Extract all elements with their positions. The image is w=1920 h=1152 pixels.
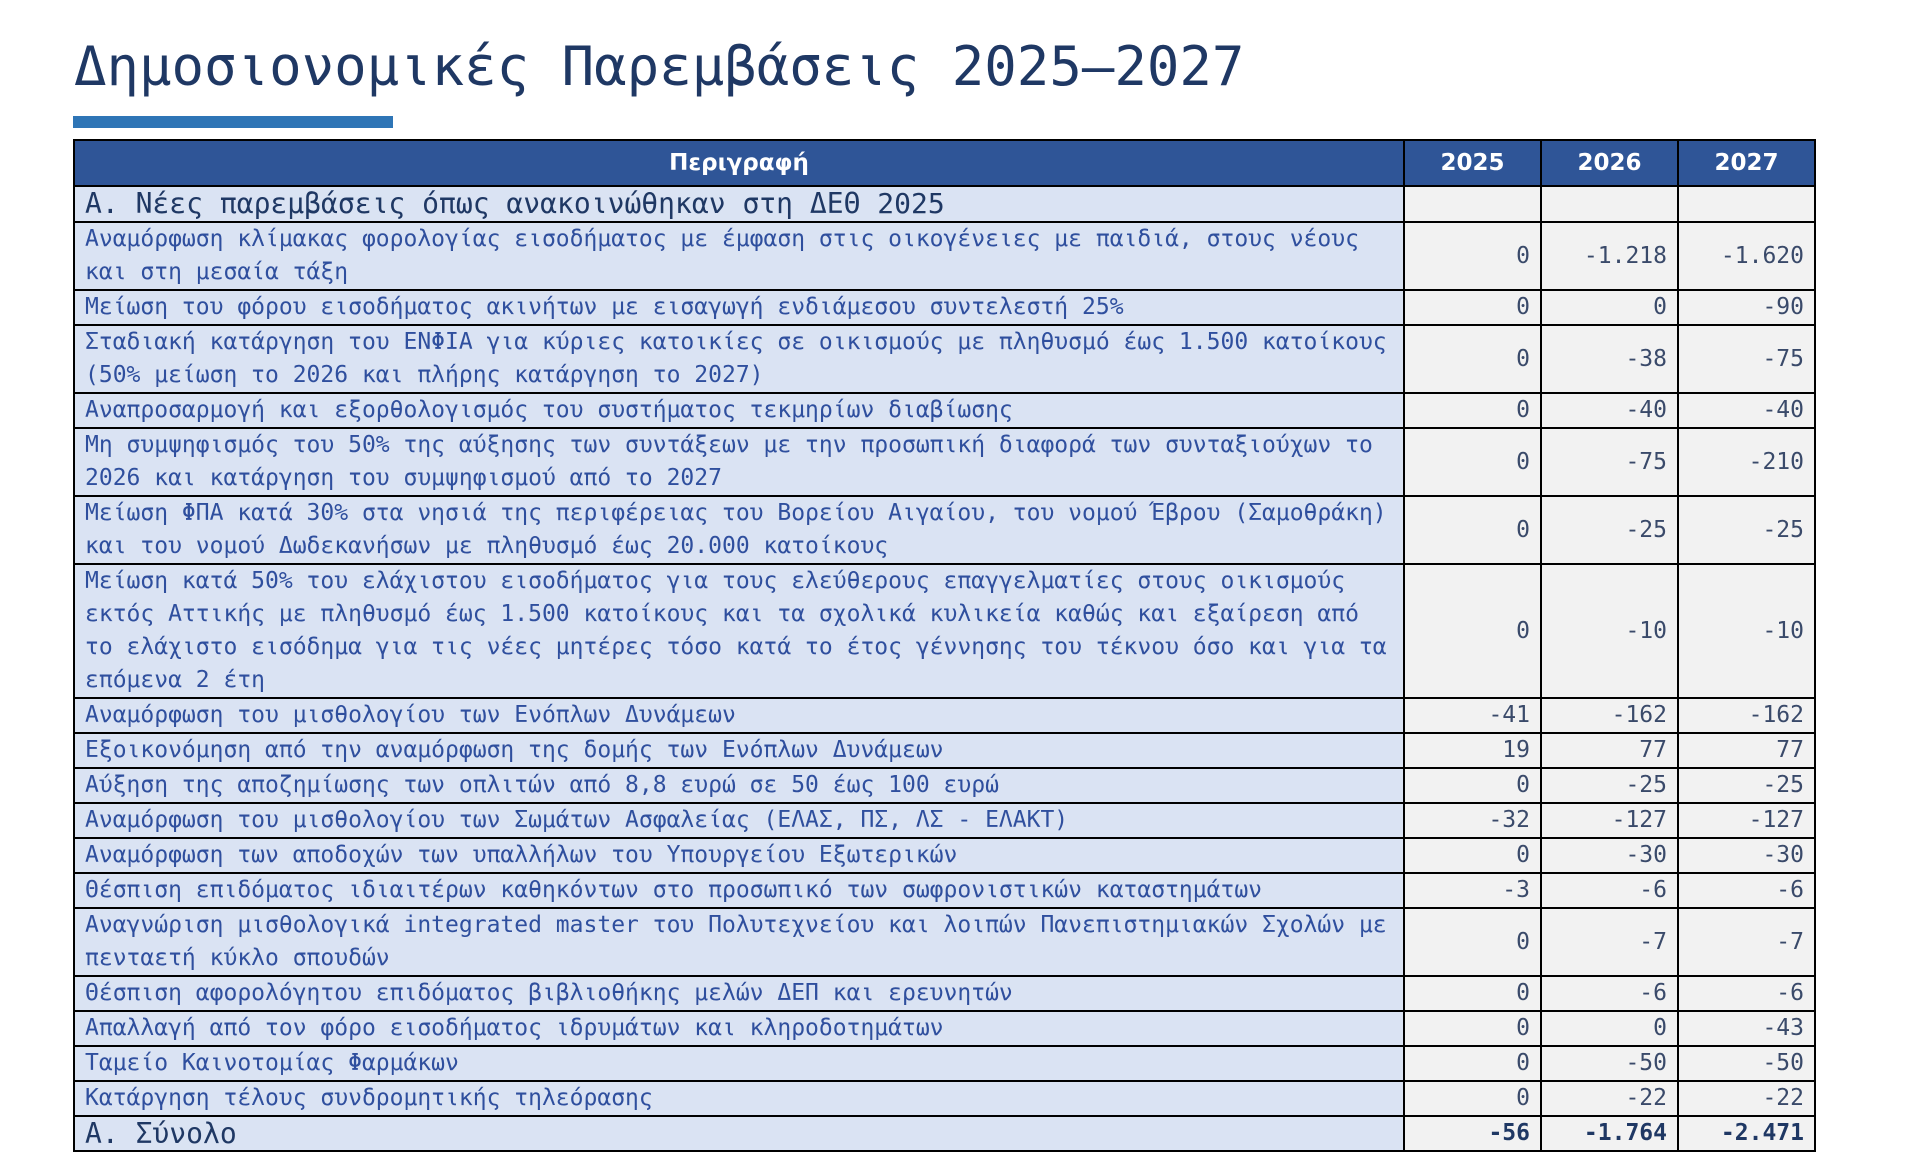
section-a-empty-2027 bbox=[1678, 186, 1815, 222]
table-row bbox=[74, 564, 1815, 698]
section-a-empty-2025 bbox=[1404, 186, 1541, 222]
row-value-2027: -90 bbox=[1678, 290, 1815, 325]
row-value-2026: 77 bbox=[1541, 733, 1678, 768]
row-value-2026: -162 bbox=[1541, 698, 1678, 733]
row-value-2026: -6 bbox=[1541, 873, 1678, 908]
row-value-2027: -1.620 bbox=[1678, 222, 1815, 290]
header-2027: 2027 bbox=[1678, 140, 1815, 186]
header-2026: 2026 bbox=[1541, 140, 1678, 186]
table-row bbox=[74, 428, 1815, 496]
row-description: Αναμόρφωση του μισθολογίου των Σωμάτων Ασφαλείας (ΕΛΑΣ, ΠΣ, ΛΣ - ΕΛΑΚΤ) bbox=[74, 803, 1404, 838]
fiscal-interventions-table bbox=[73, 139, 1816, 1152]
row-value-2025: 0 bbox=[1404, 838, 1541, 873]
row-description: Αναμόρφωση κλίμακας φορολογίας εισοδήματος με έμφαση στις οικογένειες με παιδιά, στους νέους και στη μεσαία τάξη bbox=[74, 222, 1404, 290]
row-description: Θέσπιση αφορολόγητου επιδόματος βιβλιοθήκης μελών ΔΕΠ και ερευνητών bbox=[74, 976, 1404, 1011]
row-value-2025: 0 bbox=[1404, 564, 1541, 698]
row-value-2027: -210 bbox=[1678, 428, 1815, 496]
row-value-2025: 0 bbox=[1404, 976, 1541, 1011]
row-description: Αναμόρφωση των αποδοχών των υπαλλήλων του Υπουργείου Εξωτερικών bbox=[74, 838, 1404, 873]
header-2025: 2025 bbox=[1404, 140, 1541, 186]
row-value-2026: -25 bbox=[1541, 496, 1678, 564]
row-value-2027: -162 bbox=[1678, 698, 1815, 733]
row-value-2026: -50 bbox=[1541, 1046, 1678, 1081]
row-value-2027: -22 bbox=[1678, 1081, 1815, 1116]
table-header-row bbox=[74, 140, 1815, 186]
row-description: Ταμείο Καινοτομίας Φαρμάκων bbox=[74, 1046, 1404, 1081]
row-value-2025: 0 bbox=[1404, 1046, 1541, 1081]
row-value-2027: -43 bbox=[1678, 1011, 1815, 1046]
section-a-row bbox=[74, 186, 1815, 222]
row-description: Θέσπιση επιδόματος ιδιαιτέρων καθηκόντων στο προσωπικό των σωφρονιστικών καταστημάτων bbox=[74, 873, 1404, 908]
row-value-2027: -30 bbox=[1678, 838, 1815, 873]
row-description: Κατάργηση τέλους συνδρομητικής τηλεόρασης bbox=[74, 1081, 1404, 1116]
row-value-2027: 77 bbox=[1678, 733, 1815, 768]
row-value-2025: 0 bbox=[1404, 222, 1541, 290]
row-value-2025: -32 bbox=[1404, 803, 1541, 838]
row-value-2025: 0 bbox=[1404, 1081, 1541, 1116]
row-value-2026: -127 bbox=[1541, 803, 1678, 838]
total-value-2027: -2.471 bbox=[1678, 1116, 1815, 1151]
title-accent-bar bbox=[73, 116, 393, 128]
table-row bbox=[74, 1011, 1815, 1046]
table-row bbox=[74, 873, 1815, 908]
row-value-2026: -22 bbox=[1541, 1081, 1678, 1116]
page-title: Δημοσιονομικές Παρεμβάσεις 2025–2027 bbox=[74, 35, 1245, 98]
row-value-2027: -6 bbox=[1678, 873, 1815, 908]
row-value-2027: -25 bbox=[1678, 768, 1815, 803]
row-value-2025: 0 bbox=[1404, 393, 1541, 428]
table-row bbox=[74, 1081, 1815, 1116]
row-description: Απαλλαγή από τον φόρο εισοδήματος ιδρυμάτων και κληροδοτημάτων bbox=[74, 1011, 1404, 1046]
row-value-2026: -25 bbox=[1541, 768, 1678, 803]
table-row bbox=[74, 290, 1815, 325]
row-description: Αύξηση της αποζημίωσης των οπλιτών από 8,8 ευρώ σε 50 έως 100 ευρώ bbox=[74, 768, 1404, 803]
table-row bbox=[74, 838, 1815, 873]
total-value-2025: -56 bbox=[1404, 1116, 1541, 1151]
row-value-2027: -10 bbox=[1678, 564, 1815, 698]
row-value-2025: 0 bbox=[1404, 908, 1541, 976]
row-description: Μείωση του φόρου εισοδήματος ακινήτων με εισαγωγή ενδιάμεσου συντελεστή 25% bbox=[74, 290, 1404, 325]
section-a-empty-2026 bbox=[1541, 186, 1678, 222]
row-description: Σταδιακή κατάργηση του ΕΝΦΙΑ για κύριες κατοικίες σε οικισμούς με πληθυσμό έως 1.500 κατοίκους (50% μείωση το 2026 και πλήρης κατάργηση το 2027) bbox=[74, 325, 1404, 393]
row-value-2027: -75 bbox=[1678, 325, 1815, 393]
row-description: Μείωση κατά 50% του ελάχιστου εισοδήματος για τους ελεύθερους επαγγελματίες στους οικισμούς εκτός Αττικής με πληθυσμό έως 1.500 κατοίκους και τα σχολικά κυλικεία καθώς και εξαίρεση από το ελάχιστο εισόδημα για τις νέες μητέρες τόσο κατά το έτος γέννησης του τέκνου όσο και για τα επόμενα 2 έτη bbox=[74, 564, 1404, 698]
row-value-2025: 0 bbox=[1404, 768, 1541, 803]
row-description: Εξοικονόμηση από την αναμόρφωση της δομής των Ενόπλων Δυνάμεων bbox=[74, 733, 1404, 768]
header-description: Περιγραφή bbox=[74, 140, 1404, 186]
row-value-2026: 0 bbox=[1541, 1011, 1678, 1046]
row-description: Αναγνώριση μισθολογικά integrated master του Πολυτεχνείου και λοιπών Πανεπιστημιακών Σχολών με πενταετή κύκλο σπουδών bbox=[74, 908, 1404, 976]
row-value-2025: 0 bbox=[1404, 496, 1541, 564]
row-value-2026: -1.218 bbox=[1541, 222, 1678, 290]
table-row bbox=[74, 1046, 1815, 1081]
total-label: Α. Σύνολο bbox=[74, 1116, 1404, 1151]
table-row bbox=[74, 698, 1815, 733]
row-value-2026: -6 bbox=[1541, 976, 1678, 1011]
table-row bbox=[74, 908, 1815, 976]
row-value-2025: -3 bbox=[1404, 873, 1541, 908]
row-value-2026: -38 bbox=[1541, 325, 1678, 393]
row-value-2026: -10 bbox=[1541, 564, 1678, 698]
row-value-2025: 19 bbox=[1404, 733, 1541, 768]
row-value-2025: 0 bbox=[1404, 325, 1541, 393]
table-row bbox=[74, 325, 1815, 393]
table-row bbox=[74, 733, 1815, 768]
row-value-2025: -41 bbox=[1404, 698, 1541, 733]
row-description: Μη συμψηφισμός του 50% της αύξησης των συντάξεων με την προσωπική διαφορά των συνταξιούχων το 2026 και κατάργηση του συμψηφισμού από το 2027 bbox=[74, 428, 1404, 496]
row-value-2027: -127 bbox=[1678, 803, 1815, 838]
table-row bbox=[74, 393, 1815, 428]
row-value-2025: 0 bbox=[1404, 290, 1541, 325]
row-value-2027: -7 bbox=[1678, 908, 1815, 976]
table-row bbox=[74, 768, 1815, 803]
row-description: Αναπροσαρμογή και εξορθολογισμός του συστήματος τεκμηρίων διαβίωσης bbox=[74, 393, 1404, 428]
row-value-2026: 0 bbox=[1541, 290, 1678, 325]
table-row bbox=[74, 496, 1815, 564]
total-row bbox=[74, 1116, 1815, 1151]
total-value-2026: -1.764 bbox=[1541, 1116, 1678, 1151]
section-a-title: Α. Νέες παρεμβάσεις όπως ανακοινώθηκαν στη ΔΕΘ 2025 bbox=[74, 186, 1404, 222]
row-value-2026: -75 bbox=[1541, 428, 1678, 496]
row-description: Αναμόρφωση του μισθολογίου των Ενόπλων Δυνάμεων bbox=[74, 698, 1404, 733]
row-value-2027: -50 bbox=[1678, 1046, 1815, 1081]
row-value-2026: -30 bbox=[1541, 838, 1678, 873]
row-value-2027: -40 bbox=[1678, 393, 1815, 428]
row-value-2027: -25 bbox=[1678, 496, 1815, 564]
row-description: Μείωση ΦΠΑ κατά 30% στα νησιά της περιφέρειας του Βορείου Αιγαίου, του νομού Έβρου (Σαμοθράκη) και του νομού Δωδεκανήσων με πληθυσμό έως 20.000 κατοίκους bbox=[74, 496, 1404, 564]
row-value-2026: -7 bbox=[1541, 908, 1678, 976]
row-value-2025: 0 bbox=[1404, 428, 1541, 496]
row-value-2027: -6 bbox=[1678, 976, 1815, 1011]
table-row bbox=[74, 222, 1815, 290]
table-row bbox=[74, 976, 1815, 1011]
table-row bbox=[74, 803, 1815, 838]
row-value-2026: -40 bbox=[1541, 393, 1678, 428]
row-value-2025: 0 bbox=[1404, 1011, 1541, 1046]
